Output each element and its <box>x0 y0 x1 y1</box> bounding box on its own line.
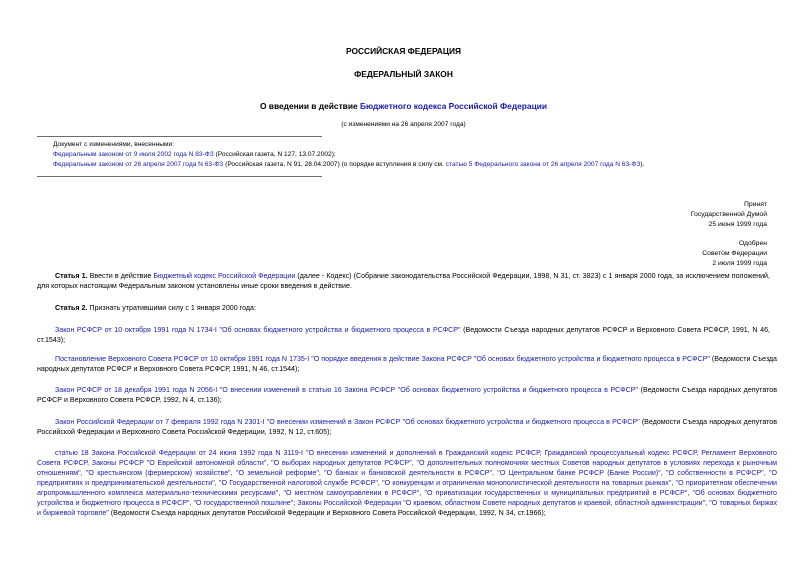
changes-intro: Документ с изменениями, внесенными: <box>53 141 175 148</box>
list-item: Закон Российской Федерации от 7 февраля 1992 года N 2301-I "О внесении изменений в Закон РСФСР "Об основах бюджетного устройства и бюджетного процесса в РСФСР" (Ведомости Съезда народных депутатов Российской Федерации и Верховного Совета Российской Федерации, 1992, N 12, ст.605); <box>37 418 777 436</box>
changes-item-1: Федеральным законом от 9 июля 2002 года N 83-ФЗ (Российская газета, N 127, 13.07.2002); <box>53 151 336 158</box>
law-title <box>0 101 807 111</box>
approved-label: Одобрен <box>738 240 767 247</box>
law-title-prefix: О введении в действие <box>259 101 360 111</box>
resolution-1735-link[interactable]: Постановление Верховного Совета РСФСР от 10 октября 1991 года N 1735-I "О порядке введения в действие Закона РСФСР "Об основах бюджетного устройства и бюджетного процесса в РСФСР" <box>55 355 710 363</box>
law-2301-link[interactable]: Закон Российской Федерации от 7 февраля 1992 года N 2301-I "О внесении изменений в Закон РСФСР "Об основах бюджетного устройства и бюджетного процесса в РСФСР" <box>55 418 640 426</box>
law-3119-article18-link[interactable]: статью 18 Закона Российской Федерации от 24 июня 1992 года N 3119-I "О внесении изменений и дополнений в Гражданский кодекс РСФСР, Гражданский процессуальный кодекс РСФСР, Регламент Верховного Совета РСФСР, Законы РСФСР "О Еврейской автономной области", "О выборах народных депутатов РСФСР", "О дополнительных полномочиях местных Советов народных депутатов в условиях перехода к рыночным отношениям", "О крестьянском (фермерском) хозяйстве", "О земельной реформе", "О банках и банковской деятельности в РСФСР", "О Центральном банке РСФСР (Банке России)", "О собственности в РСФСР", "О предприятиях и предпринимательской деятельности", "О Государственной налоговой службе РСФСР", "О конкуренции и ограничении монополистической деятельности на товарных рынках", "О приоритетном обеспечении агропромышленного комплекса материально-техническими ресурсами", "О местном самоуправлении в РСФСР", "О приватизации государственных и муниципальных предприятий в РСФСР", "Об основах бюджетного устройства и бюджетного процесса в РСФСР", "О государственной пошлине"; Законы Российской Федерации "О краевом, областном Совете народных депутатов и краевой, областной администрации", "О товарных биржах и биржевой торговле" <box>37 449 777 517</box>
list-item: Закон РСФСР от 10 октября 1991 года N 1734-I "Об основах бюджетного устройства и бюджетного процесса в РСФСР" (Ведомости Съезда народных депутатов РСФСР и Верховного Совета РСФСР, 1991, N 46, ст.1543); <box>37 326 770 344</box>
article5-63fz-link[interactable]: статью 5 Федерального закона от 26 апреля 2007 года N 63-ФЗ <box>445 161 641 168</box>
budget-code-title-link[interactable]: Бюджетного кодекса Российской Федерации <box>359 101 548 111</box>
law-83fz-link[interactable]: Федеральным законом от 9 июля 2002 года N 83-ФЗ <box>53 151 214 158</box>
list-item: Постановление Верховного Совета РСФСР от 10 октября 1991 года N 1735-I "О порядке введения в действие Закона РСФСР "Об основах бюджетного устройства и бюджетного процесса в РСФСР" (Ведомости Съезда народных депутатов РСФСР и Верховного Совета РСФСР, 1991, N 46, ст.1544); <box>37 355 777 373</box>
law-63fz-link[interactable]: Федеральным законом от 26 апреля 2007 года N 63-ФЗ <box>53 161 224 168</box>
changes-item-2: Федеральным законом от 26 апреля 2007 года N 63-ФЗ (Российская газета, N 91, 28.04.2007) (о порядке вступления в силу см. статью 5 Федерального закона от 26 апреля 2007 года N 63-ФЗ). <box>53 161 645 168</box>
law-1734-link[interactable]: Закон РСФСР от 10 октября 1991 года N 1734-I "Об основах бюджетного устройства и бюджетного процесса в РСФСР" <box>55 326 461 334</box>
duma-date: 25 июня 1999 года <box>708 221 767 228</box>
list-item: Закон РСФСР от 18 декабря 1991 года N 2056-I "О внесении изменений в статью 16 Закона РСФСР "Об основах бюджетного устройства и бюджетного процесса в РСФСР" (Ведомости Съезда народных депутатов РСФСР и Верховного Совета РСФСР, 1992, N 4, ст.136); <box>37 386 777 404</box>
duma-label: Государственной Думой <box>690 211 767 218</box>
edition-note: (с изменениями на 26 апреля 2007 года) <box>341 121 466 128</box>
changes-top-divider <box>37 136 322 137</box>
article-1: Статья 1. Ввести в действие Бюджетный кодекс Российской Федерации (далее - Кодекс) (Собрание законодательства Российской Федерации, 1998, N 31, ст. 3823) с 1 января 2000 года, за исключением положений, для которых настоящим Федеральным законом установлены иные сроки введения в действие. <box>37 272 770 290</box>
budget-code-link[interactable]: Бюджетный кодекс Российской Федерации <box>153 272 296 280</box>
article-1-label: Статья 1. <box>55 272 88 280</box>
article-2: Статья 2. Признать утратившими силу с 1 января 2000 года: <box>55 304 256 312</box>
adoption-block <box>691 200 767 269</box>
country-heading: РОССИЙСКАЯ ФЕДЕРАЦИЯ <box>345 46 462 56</box>
article-2-label: Статья 2. <box>55 304 88 312</box>
law-type-heading: ФЕДЕРАЛЬНЫЙ ЗАКОН <box>354 69 453 79</box>
list-item: статью 18 Закона Российской Федерации от 24 июня 1992 года N 3119-I "О внесении изменений и дополнений в Гражданский кодекс РСФСР, Гражданский процессуальный кодекс РСФСР, Регламент Верховного Совета РСФСР, Законы РСФСР "О Еврейской автономной области", "О выборах народных депутатов РСФСР", "О дополнительных полномочиях местных Советов народных депутатов в условиях перехода к рыночным отношениям", "О крестьянском (фермерском) хозяйстве", "О земельной реформе", "О банках и банковской деятельности в РСФСР", "О Центральном банке РСФСР (Банке России)", "О собственности в РСФСР", "О предприятиях и предпринимательской деятельности", "О Государственной налоговой службе РСФСР", "О конкуренции и ограничении монополистической деятельности на товарных рынках", "О приоритетном обеспечении агропромышленного комплекса материально-техническими ресурсами", "О местном самоуправлении в РСФСР", "О приватизации государственных и муниципальных предприятий в РСФСР", "Об основах бюджетного устройства и бюджетного процесса в РСФСР", "О государственной пошлине"; Законы Российской Федерации "О краевом, областном Совете народных депутатов и краевой, областной администрации", "О товарных биржах и биржевой торговле" (Ведомости Съезда народных депутатов Российской Федерации и Верховного Совета Российской Федерации, 1992, N 34, ст.1966); <box>37 449 777 517</box>
council-label: Советом Федерации <box>702 250 767 257</box>
law-2056-link[interactable]: Закон РСФСР от 18 декабря 1991 года N 2056-I "О внесении изменений в статью 16 Закона РСФСР "Об основах бюджетного устройства и бюджетного процесса в РСФСР" <box>55 386 639 394</box>
changes-bottom-divider <box>37 176 322 177</box>
accepted-label: Принят <box>743 201 767 208</box>
council-date: 2 июля 1999 года <box>712 260 767 267</box>
